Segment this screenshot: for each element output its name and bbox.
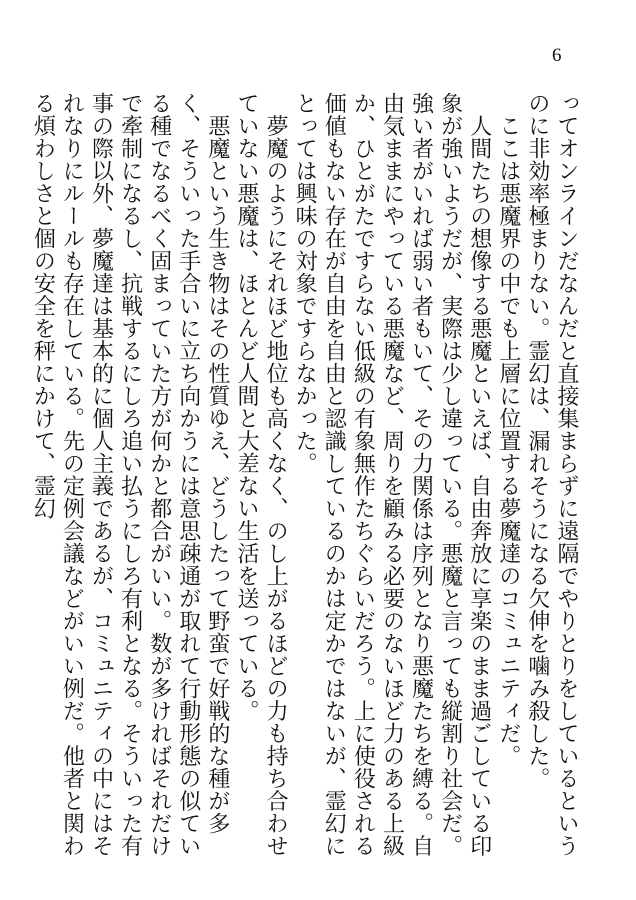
body-text xyxy=(30,92,581,872)
paragraph: 悪魔という生き物はその性質ゆえ、どうしたって野蛮で好戦的な種が多く、そういった手合いに立ち向かうには意思疎通が取れて行動形態の似ている種でなるべく固まっていた方が何かと都合がいい。数が多ければそれだけで牽制になるし、抗戦するにしろ追い払うにしろ有利となる。そういった有事の際以外、夢魔達は基本的に個人主義であるが、コミュニティの中にはそれなりにルールも存在している。先の定例会議などがいい例だ。他者と関わる煩わしさと個の安全を秤にかけて、霊幻 xyxy=(30,92,230,857)
paragraph: 夢魔のようにそれほど地位も高くなく、のし上がるほどの力も持ち合わせていない悪魔は、ほとんど人間と大差ない生活を送っている。 xyxy=(233,92,289,857)
page-number: 6 xyxy=(552,45,562,66)
paragraph: ここは悪魔界の中でも上層に位置する夢魔達のコミュニティだ。 xyxy=(495,92,521,767)
paragraph: 人間たちの想像する悪魔といえば、自由奔放に享楽のまま過ごしている印象が強いようだが、実際は少し違っている。悪魔と言っても縦割り社会だ。強い者がいれば弱い者もいて、その力関係は序列となり悪魔たちを縛る。自由気ままにやっている悪魔など、周りを顧みる必要のないほど力のある上級か、ひとがたですらない低級の有象無作たちぐらいだろう。上に使役される価値もない存在が自由を自由と認識しているのかは定かではないが、霊幻にとっては興味の対象ですらなかった。 xyxy=(292,92,492,857)
paragraph: ってオンラインだなんだと直接集まらずに遠隔でやりとりをしているというのに非効率極まりない。霊幻は、漏れそうになる欠伸を噛み殺した。 xyxy=(524,92,579,857)
